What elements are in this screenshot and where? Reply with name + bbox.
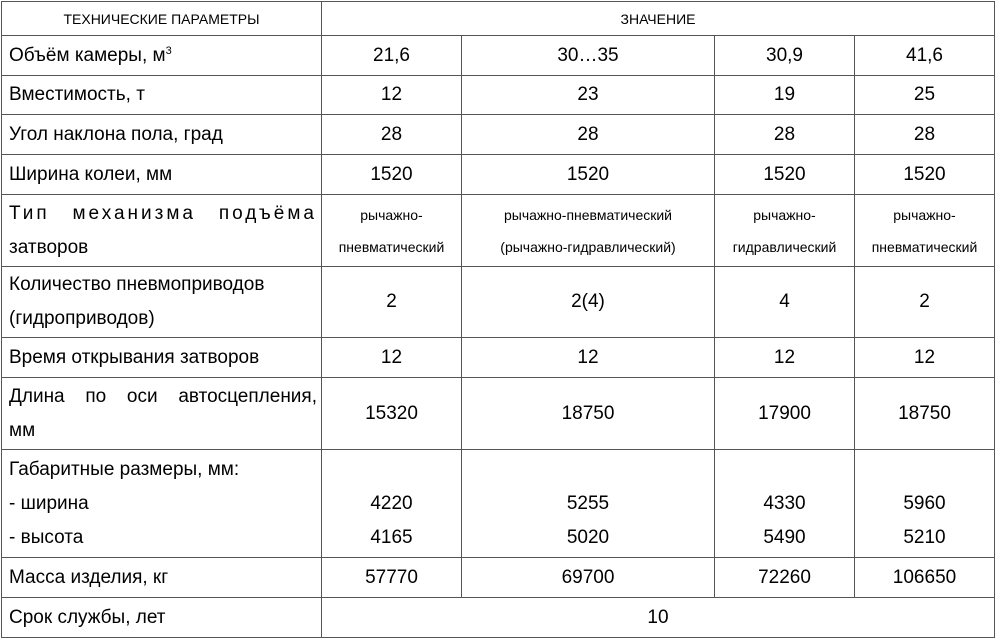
value-cell: 1520	[855, 155, 995, 195]
value-cell: 2	[855, 267, 995, 338]
height-value: 4165	[370, 526, 413, 548]
param-label-line2: (гидроприводов)	[9, 308, 155, 329]
value-cell: 2(4)	[462, 267, 715, 338]
value-line: пневматический	[871, 238, 978, 255]
param-cell	[2, 267, 322, 338]
table-row-track-width	[2, 155, 995, 195]
header-param-label: ТЕХНИЧЕСКИЕ ПАРАМЕТРЫ	[63, 10, 260, 27]
value-cell: 69700	[462, 558, 715, 598]
spacer	[462, 453, 714, 487]
height-value: 5490	[763, 526, 806, 548]
width-value: 5255	[566, 492, 610, 514]
value-cell: 12	[855, 338, 995, 378]
param-label-line2: мм	[9, 419, 36, 441]
header-value-label: ЗНАЧЕНИЕ	[620, 10, 696, 27]
value-cell: 28	[462, 115, 715, 155]
value-cell: 21,6	[322, 36, 462, 76]
value-cell	[462, 450, 715, 558]
param-label-width: - ширина	[9, 492, 89, 514]
param-label-line1: Габаритные размеры, мм:	[9, 458, 240, 480]
value-cell: 106650	[855, 558, 995, 598]
value-cell: 41,6	[855, 36, 995, 76]
width-value: 4330	[763, 492, 806, 514]
spacer	[322, 453, 461, 487]
table-row-dimensions	[2, 450, 995, 558]
value-cell: 23	[462, 76, 715, 115]
height-value: 5020	[566, 526, 610, 548]
value-cell: 57770	[322, 558, 462, 598]
value-line: рычажно-	[360, 206, 423, 223]
spacer	[715, 453, 854, 487]
header-row	[2, 2, 995, 36]
param-cell	[2, 378, 322, 450]
param-label: Объём камеры, м	[9, 44, 166, 66]
value-cell: 10	[322, 598, 995, 638]
value-cell: 28	[855, 115, 995, 155]
value-cell: 30,9	[715, 36, 855, 76]
technical-parameters-table	[1, 1, 995, 638]
value-cell: 28	[715, 115, 855, 155]
value-cell	[462, 195, 715, 267]
table-row-service-life	[2, 598, 995, 638]
param-label-line1: Количество пневмоприводов	[9, 274, 265, 295]
value-cell: 18750	[855, 378, 995, 450]
table-row-capacity	[2, 76, 995, 115]
param-cell: Время открывания затворов	[2, 338, 322, 378]
param-cell: Ширина колеи, мм	[2, 155, 322, 195]
param-label-line1: Длина по оси автосцепления,	[9, 385, 317, 407]
value-line: пневматический	[338, 238, 445, 255]
value-line: рычажно-	[893, 206, 956, 223]
value-cell: 30…35	[462, 36, 715, 76]
value-cell	[715, 450, 855, 558]
value-cell: 1520	[462, 155, 715, 195]
table-row-mechanism	[2, 195, 995, 267]
value-cell: 12	[715, 338, 855, 378]
value-line: (рычажно-гидравлический)	[500, 238, 676, 255]
width-value: 4220	[370, 492, 413, 514]
spacer	[855, 453, 994, 487]
value-cell: 19	[715, 76, 855, 115]
value-cell	[855, 195, 995, 267]
table-row-mass	[2, 558, 995, 598]
value-cell	[715, 195, 855, 267]
value-line: гидравлический	[732, 238, 837, 255]
param-label-height: - высота	[9, 526, 84, 548]
param-cell	[2, 36, 322, 76]
value-cell: 25	[855, 76, 995, 115]
table-row-volume	[2, 36, 995, 76]
value-cell: 12	[462, 338, 715, 378]
value-cell: 17900	[715, 378, 855, 450]
param-cell	[2, 195, 322, 267]
param-label-superscript: 3	[165, 44, 172, 57]
header-param-cell	[2, 2, 322, 36]
param-cell	[2, 450, 322, 558]
value-cell: 15320	[322, 378, 462, 450]
value-cell: 12	[322, 76, 462, 115]
width-value: 5960	[903, 492, 946, 514]
value-cell	[322, 450, 462, 558]
value-cell: 72260	[715, 558, 855, 598]
value-cell: 12	[322, 338, 462, 378]
value-cell: 1520	[322, 155, 462, 195]
table-row-floor-angle	[2, 115, 995, 155]
table-row-actuators	[2, 267, 995, 338]
param-label-line1: Тип механизма подъёма	[9, 202, 317, 224]
height-value: 5210	[903, 526, 946, 548]
param-cell: Срок службы, лет	[2, 598, 322, 638]
value-cell: 1520	[715, 155, 855, 195]
value-cell	[322, 195, 462, 267]
table-row-length	[2, 378, 995, 450]
header-value-cell	[322, 2, 995, 36]
param-cell: Угол наклона пола, град	[2, 115, 322, 155]
value-cell: 18750	[462, 378, 715, 450]
table-row-opening-time	[2, 338, 995, 378]
value-cell: 4	[715, 267, 855, 338]
value-cell	[855, 450, 995, 558]
param-cell: Вместимость, т	[2, 76, 322, 115]
value-line: рычажно-	[753, 206, 816, 223]
param-cell: Масса изделия, кг	[2, 558, 322, 598]
value-cell: 2	[322, 267, 462, 338]
value-cell: 28	[322, 115, 462, 155]
value-line: рычажно-пневматический	[503, 206, 673, 223]
param-label-line2: затворов	[9, 236, 89, 258]
